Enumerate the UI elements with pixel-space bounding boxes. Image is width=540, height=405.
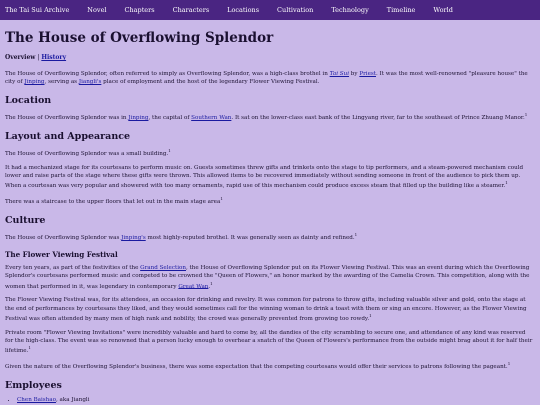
location-text-2: , the capital of: [148, 115, 192, 122]
intro-text-4: , serving as: [44, 79, 79, 86]
footnote-ref[interactable]: 1: [220, 196, 223, 202]
footnote-ref[interactable]: 1: [507, 360, 511, 366]
list-item: [17, 397, 535, 403]
intro-text-3: . It was the most well-renowned "pleasure house" the city of: [5, 71, 528, 86]
tab-separator: |: [37, 54, 40, 61]
festival-paragraph-3: [5, 329, 535, 355]
link-jinping[interactable]: Jinping: [24, 79, 45, 86]
link-chen-baishao[interactable]: Chen Baishao: [17, 396, 56, 403]
intro-text-1: The House of Overflowing Splendor, often referred to simply as Overflowing Splendor, was a high-class brothel in: [5, 71, 330, 77]
link-tai-sui[interactable]: [330, 71, 349, 77]
nav-link-home[interactable]: The Tai Sui Archive: [5, 6, 70, 14]
nav-link-cultivation[interactable]: Cultivation: [277, 6, 314, 14]
footnote-ref[interactable]: 1: [354, 232, 358, 238]
link-southern-wan[interactable]: Southern Wan: [191, 115, 232, 122]
employees-list: [5, 397, 535, 403]
festival-text-1: Every ten years, as part of the festivities of the: [5, 265, 141, 272]
section-heading-location: Location: [5, 95, 52, 107]
article-content: [0, 20, 540, 403]
layout-paragraph-3: [5, 196, 535, 206]
culture-paragraph: [5, 232, 535, 242]
link-jinping-culture[interactable]: Jinping's: [121, 235, 146, 242]
tab-overview: Overview: [5, 54, 36, 61]
nav-link-novel[interactable]: Novel: [87, 6, 107, 14]
link-tai-sui-text: Tai Sui: [329, 71, 350, 77]
festival-paragraph-4: [5, 361, 535, 371]
nav-link-chapters[interactable]: Chapters: [124, 6, 155, 14]
tab-history[interactable]: History: [41, 54, 67, 61]
footnote-ref[interactable]: 1: [369, 312, 372, 318]
layout-paragraph-1: [5, 148, 535, 158]
festival-text-6: Given the nature of the Overflowing Splendor's business, there was some expectation that the competing courtesans would offer their services to patrons following the pageant.: [5, 363, 508, 370]
nav-link-technology[interactable]: Technology: [331, 6, 369, 14]
top-navigation-bar: [0, 0, 540, 20]
link-jinping-location[interactable]: Jinping: [128, 115, 149, 122]
section-heading-employees: Employees: [5, 379, 62, 391]
article-tabs: [5, 54, 535, 61]
culture-text-2: most highly-reputed brothel. It was generally seen as dainty and refined.: [145, 235, 355, 242]
footnote-ref[interactable]: 1: [28, 344, 31, 350]
layout-paragraph-2: [5, 164, 535, 190]
festival-paragraph-1: [5, 264, 535, 290]
intro-text-5: place of employment and the host of the legendary Flower Viewing Festival.: [101, 79, 320, 86]
footnote-ref[interactable]: 1: [505, 180, 508, 186]
link-grand-selection[interactable]: Grand Selection: [140, 265, 186, 272]
location-text-1: The House of Overflowing Splendor was in: [5, 115, 129, 122]
location-paragraph: [5, 112, 535, 122]
nav-link-characters[interactable]: Characters: [172, 6, 210, 14]
intro-text-2: by: [349, 71, 360, 77]
link-priest[interactable]: Priest: [359, 71, 376, 77]
footnote-ref[interactable]: 1: [524, 112, 528, 118]
culture-text-1: The House of Overflowing Splendor was: [5, 235, 122, 242]
link-jiangli[interactable]: Jiangli's: [78, 79, 102, 86]
link-great-wan[interactable]: Great Wan: [178, 283, 209, 290]
location-text-3: . It sat on the lower-class east bank of the Lingyang river, far to the southeast of Prince Zhuang Manor.: [231, 115, 525, 122]
page-title: The House of Overflowing Splendor: [5, 30, 274, 46]
festival-paragraph-2: [5, 296, 535, 322]
layout-text-1: The House of Overflowing Splendor was a small building.: [5, 151, 169, 158]
festival-text-2: , the House of Overflowing Splendor put on its Flower Viewing Festival. This was an event during which the Overflowing Splendor's courtesans performed music and competed to be crowned the "Queen of Flowers," an honor marked by the awarding of the Camelia Crown. This competition, along with the women that performed in it, was legendary in contemporary: [5, 265, 530, 290]
nav-link-timeline[interactable]: Timeline: [386, 6, 416, 14]
layout-text-3: There was a staircase to the upper floors that let out in the main stage area: [5, 199, 221, 206]
footnote-ref[interactable]: 1: [168, 148, 171, 154]
festival-text-3: .: [208, 283, 211, 290]
festival-text-5: Private room "Flower Viewing Invitations" were incredibly valuable and hard to come by, all the dandies of the city scrambling to secure one, and attendance of any kind was reserved for the high-class. The event was so renowned that a person lucky enough to overhear a snatch of the Queen of Flowers's performance from the outside might brag about it for half their lifetime.: [5, 329, 533, 354]
footnote-ref[interactable]: 1: [210, 280, 213, 286]
festival-text-4: The Flower Viewing Festival was, for its attendees, an occasion for drinking and revelry. It was common for patrons to throw gifts, including valuable silver and gold, onto the stage at the end of performances by courtesans they liked, and they would sometimes call for the winning woman to drink a toast with them or sing an encore. However, as the Flower Viewing Festival was often attended by many men of high rank and nobility, the crowd was generally prevented from growing too rowdy.: [5, 297, 527, 322]
nav-link-locations[interactable]: Locations: [227, 6, 260, 14]
subsection-heading-festival: The Flower Viewing Festival: [5, 250, 118, 260]
section-heading-culture: Culture: [5, 215, 46, 227]
layout-text-2: It had a mechanized stage for its courtesans to perform music on. Guests sometimes threw gifts and trinkets onto the stage to tip performers, and a steam-powered mechanism could lower and raise parts of the stage where these gifts were thrown. This allowed items to be recovered immediately without sending someone in front of the audience to pick them up. When a courtesan was very popular and showered with too many ornaments, rapid use of this mechanism could produce excess steam that filled up the building like a steamer.: [5, 165, 524, 190]
employee-alias: , aka Jiangli: [55, 396, 90, 403]
section-heading-layout: Layout and Appearance: [5, 131, 131, 143]
nav-link-world[interactable]: World: [433, 6, 453, 14]
intro-paragraph: [5, 70, 535, 86]
